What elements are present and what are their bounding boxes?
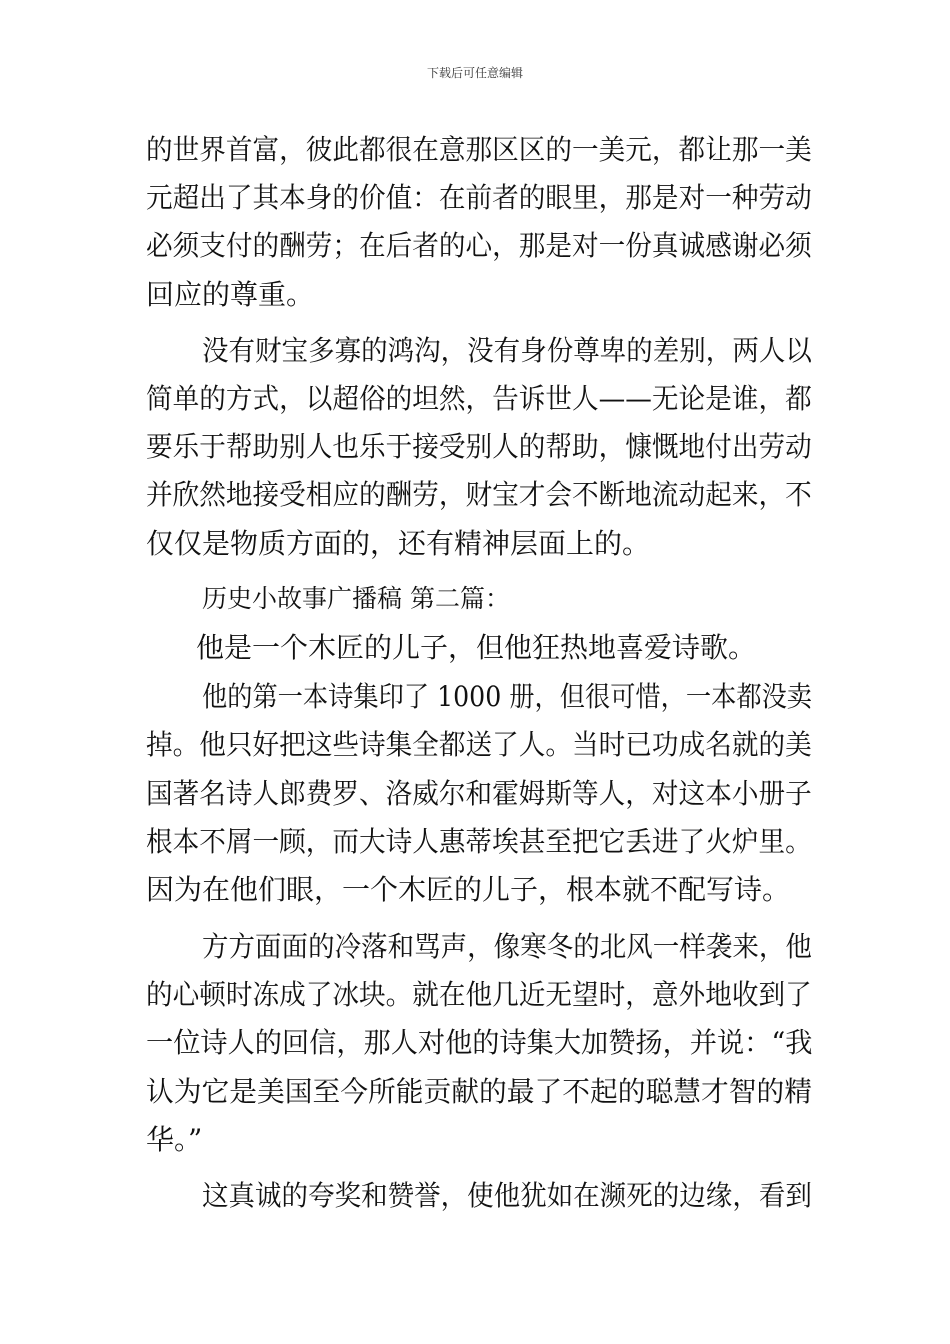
paragraph-first-line: 他的第一本诗集印了 1000 册，但很可惜，一本都没卖 bbox=[202, 680, 813, 713]
body-line: 要乐于帮助别人也乐于接受别人的帮助，慷慨地付出劳动 bbox=[146, 430, 812, 463]
body-line: 因为在他们眼，一个木匠的儿子，根本就不配写诗。 bbox=[146, 873, 791, 906]
body-line: 仅仅是物质方面的，还有精神层面上的。 bbox=[146, 527, 651, 560]
body-line: 掉。他只好把这些诗集全都送了人。当时已功成名就的美 bbox=[146, 728, 812, 761]
body-line: 简单的方式，以超俗的坦然，告诉世人——无论是谁，都 bbox=[146, 382, 812, 415]
page-header: 下载后可任意编辑 bbox=[426, 66, 523, 80]
paragraph-first-line: 这真诚的夸奖和赞誉，使他犹如在濒死的边缘，看到 bbox=[202, 1179, 812, 1212]
section-heading: 历史小故事广播稿 第二篇： bbox=[202, 584, 510, 613]
body-line: 的世界首富，彼此都很在意那区区的一美元，都让那一美 bbox=[146, 133, 812, 166]
body-line: 国著名诗人郎费罗、洛威尔和霍姆斯等人，对这本小册子 bbox=[146, 777, 812, 810]
body-line: 并欣然地接受相应的酬劳，财宝才会不断地流动起来，不 bbox=[146, 478, 812, 511]
paragraph-first-line: 方方面面的冷落和骂声，像寒冬的北风一样袭来，他 bbox=[202, 930, 812, 963]
body-line: 必须支付的酬劳；在后者的心，那是对一份真诚感谢必须 bbox=[146, 229, 812, 262]
body-line: 的心顿时冻成了冰块。就在他几近无望时，意外地收到了 bbox=[146, 978, 812, 1011]
body-line: 元超出了其本身的价值：在前者的眼里，那是对一种劳动 bbox=[146, 181, 812, 214]
body-line: 一位诗人的回信，那人对他的诗集大加赞扬，并说：“我 bbox=[146, 1026, 813, 1059]
body-line: 认为它是美国至今所能贡献的最了不起的聪慧才智的精 bbox=[146, 1075, 812, 1108]
body-line: 根本不屑一顾，而大诗人惠蒂埃甚至把它丢进了火炉里。 bbox=[146, 825, 812, 858]
body-line: 回应的尊重。 bbox=[146, 278, 315, 311]
body-line: 华。” bbox=[146, 1123, 203, 1156]
paragraph-first-line: 没有财宝多寡的鸿沟，没有身份尊卑的差别，两人以 bbox=[202, 334, 812, 367]
paragraph-first-line: 他是一个木匠的儿子，但他狂热地喜爱诗歌。 bbox=[196, 631, 757, 664]
